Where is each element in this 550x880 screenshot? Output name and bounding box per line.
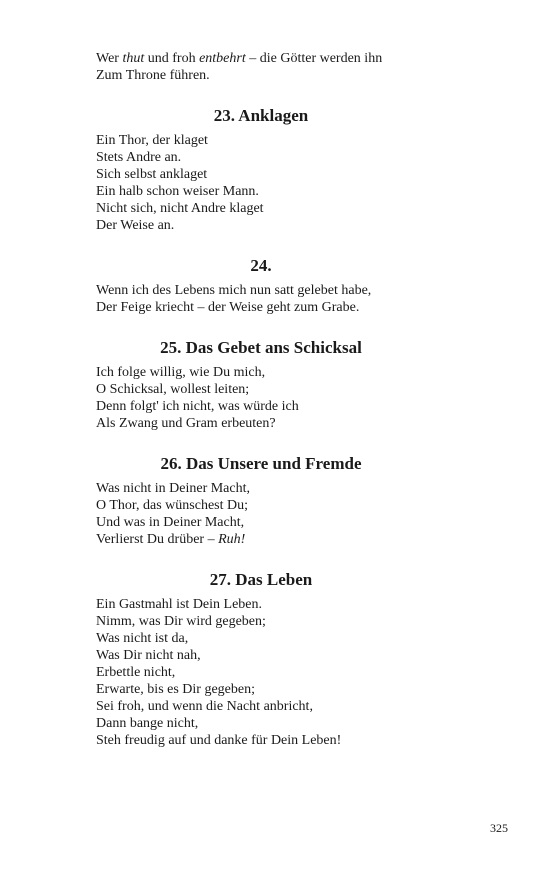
poem-heading-24: 24.: [250, 256, 272, 275]
page-number: 325: [490, 821, 508, 835]
poem-heading-27: 27. Das Leben: [209, 570, 313, 589]
verse-line: Was nicht ist da,: [96, 631, 189, 646]
verse-line: Erbettle nicht,: [96, 665, 176, 680]
verse-line: Stets Andre an.: [96, 150, 182, 165]
verse-line: Und was in Deiner Macht,: [96, 515, 245, 530]
emphasis-ruh: Ruh!: [218, 532, 246, 547]
verse-line: Wenn ich des Lebens mich nun satt gelebet habe,: [96, 283, 372, 298]
verse-line: Erwarte, bis es Dir gegeben;: [96, 682, 255, 697]
page-content: [96, 50, 426, 749]
poem-verse-26: [96, 480, 426, 548]
verse-line: Ein Gastmahl ist Dein Leben.: [96, 597, 263, 612]
verse-line: Sich selbst anklaget: [96, 167, 208, 182]
poem-heading-26: 26. Das Unsere und Fremde: [160, 454, 362, 473]
verse-line: Als Zwang und Gram erbeuten?: [96, 416, 276, 431]
verse-line: Dann bange nicht,: [96, 716, 199, 731]
verse-line: Ein Thor, der klaget: [96, 133, 208, 148]
verse-line: Sei froh, und wenn die Nacht anbricht,: [96, 699, 313, 714]
emphasis-entbehrt: entbehrt: [199, 51, 246, 66]
verse-line: Steh freudig auf und danke für Dein Leben!: [96, 733, 342, 748]
poem-verse-27: [96, 596, 426, 749]
poem-verse-25: [96, 364, 426, 432]
verse-line: Was nicht in Deiner Macht,: [96, 481, 250, 496]
verse-line: Verlierst Du drüber – Ruh!: [96, 532, 246, 547]
verse-line: Der Feige kriecht – der Weise geht zum Grabe.: [96, 300, 360, 315]
poem-heading-25: 25. Das Gebet ans Schicksal: [160, 338, 362, 357]
intro-verse: [96, 50, 426, 84]
poem-verse-24: [96, 282, 426, 316]
verse-line: Der Weise an.: [96, 218, 175, 233]
verse-line: Ein halb schon weiser Mann.: [96, 184, 259, 199]
verse-line: Nimm, was Dir wird gegeben;: [96, 614, 266, 629]
poem-verse-23: [96, 132, 426, 234]
verse-line: O Schicksal, wollest leiten;: [96, 382, 250, 397]
emphasis-thut: thut: [122, 51, 145, 66]
verse-line: O Thor, das wünschest Du;: [96, 498, 248, 513]
verse-line: Denn folgt' ich nicht, was würde ich: [96, 399, 299, 414]
verse-line: Ich folge willig, wie Du mich,: [96, 365, 266, 380]
intro-line-1: Wer thut und froh entbehrt – die Götter werden ihn: [96, 51, 383, 66]
verse-line: Was Dir nicht nah,: [96, 648, 201, 663]
verse-line: Nicht sich, nicht Andre klaget: [96, 201, 264, 216]
poem-heading-23: 23. Anklagen: [213, 106, 309, 125]
intro-line-2: Zum Throne führen.: [96, 68, 210, 83]
